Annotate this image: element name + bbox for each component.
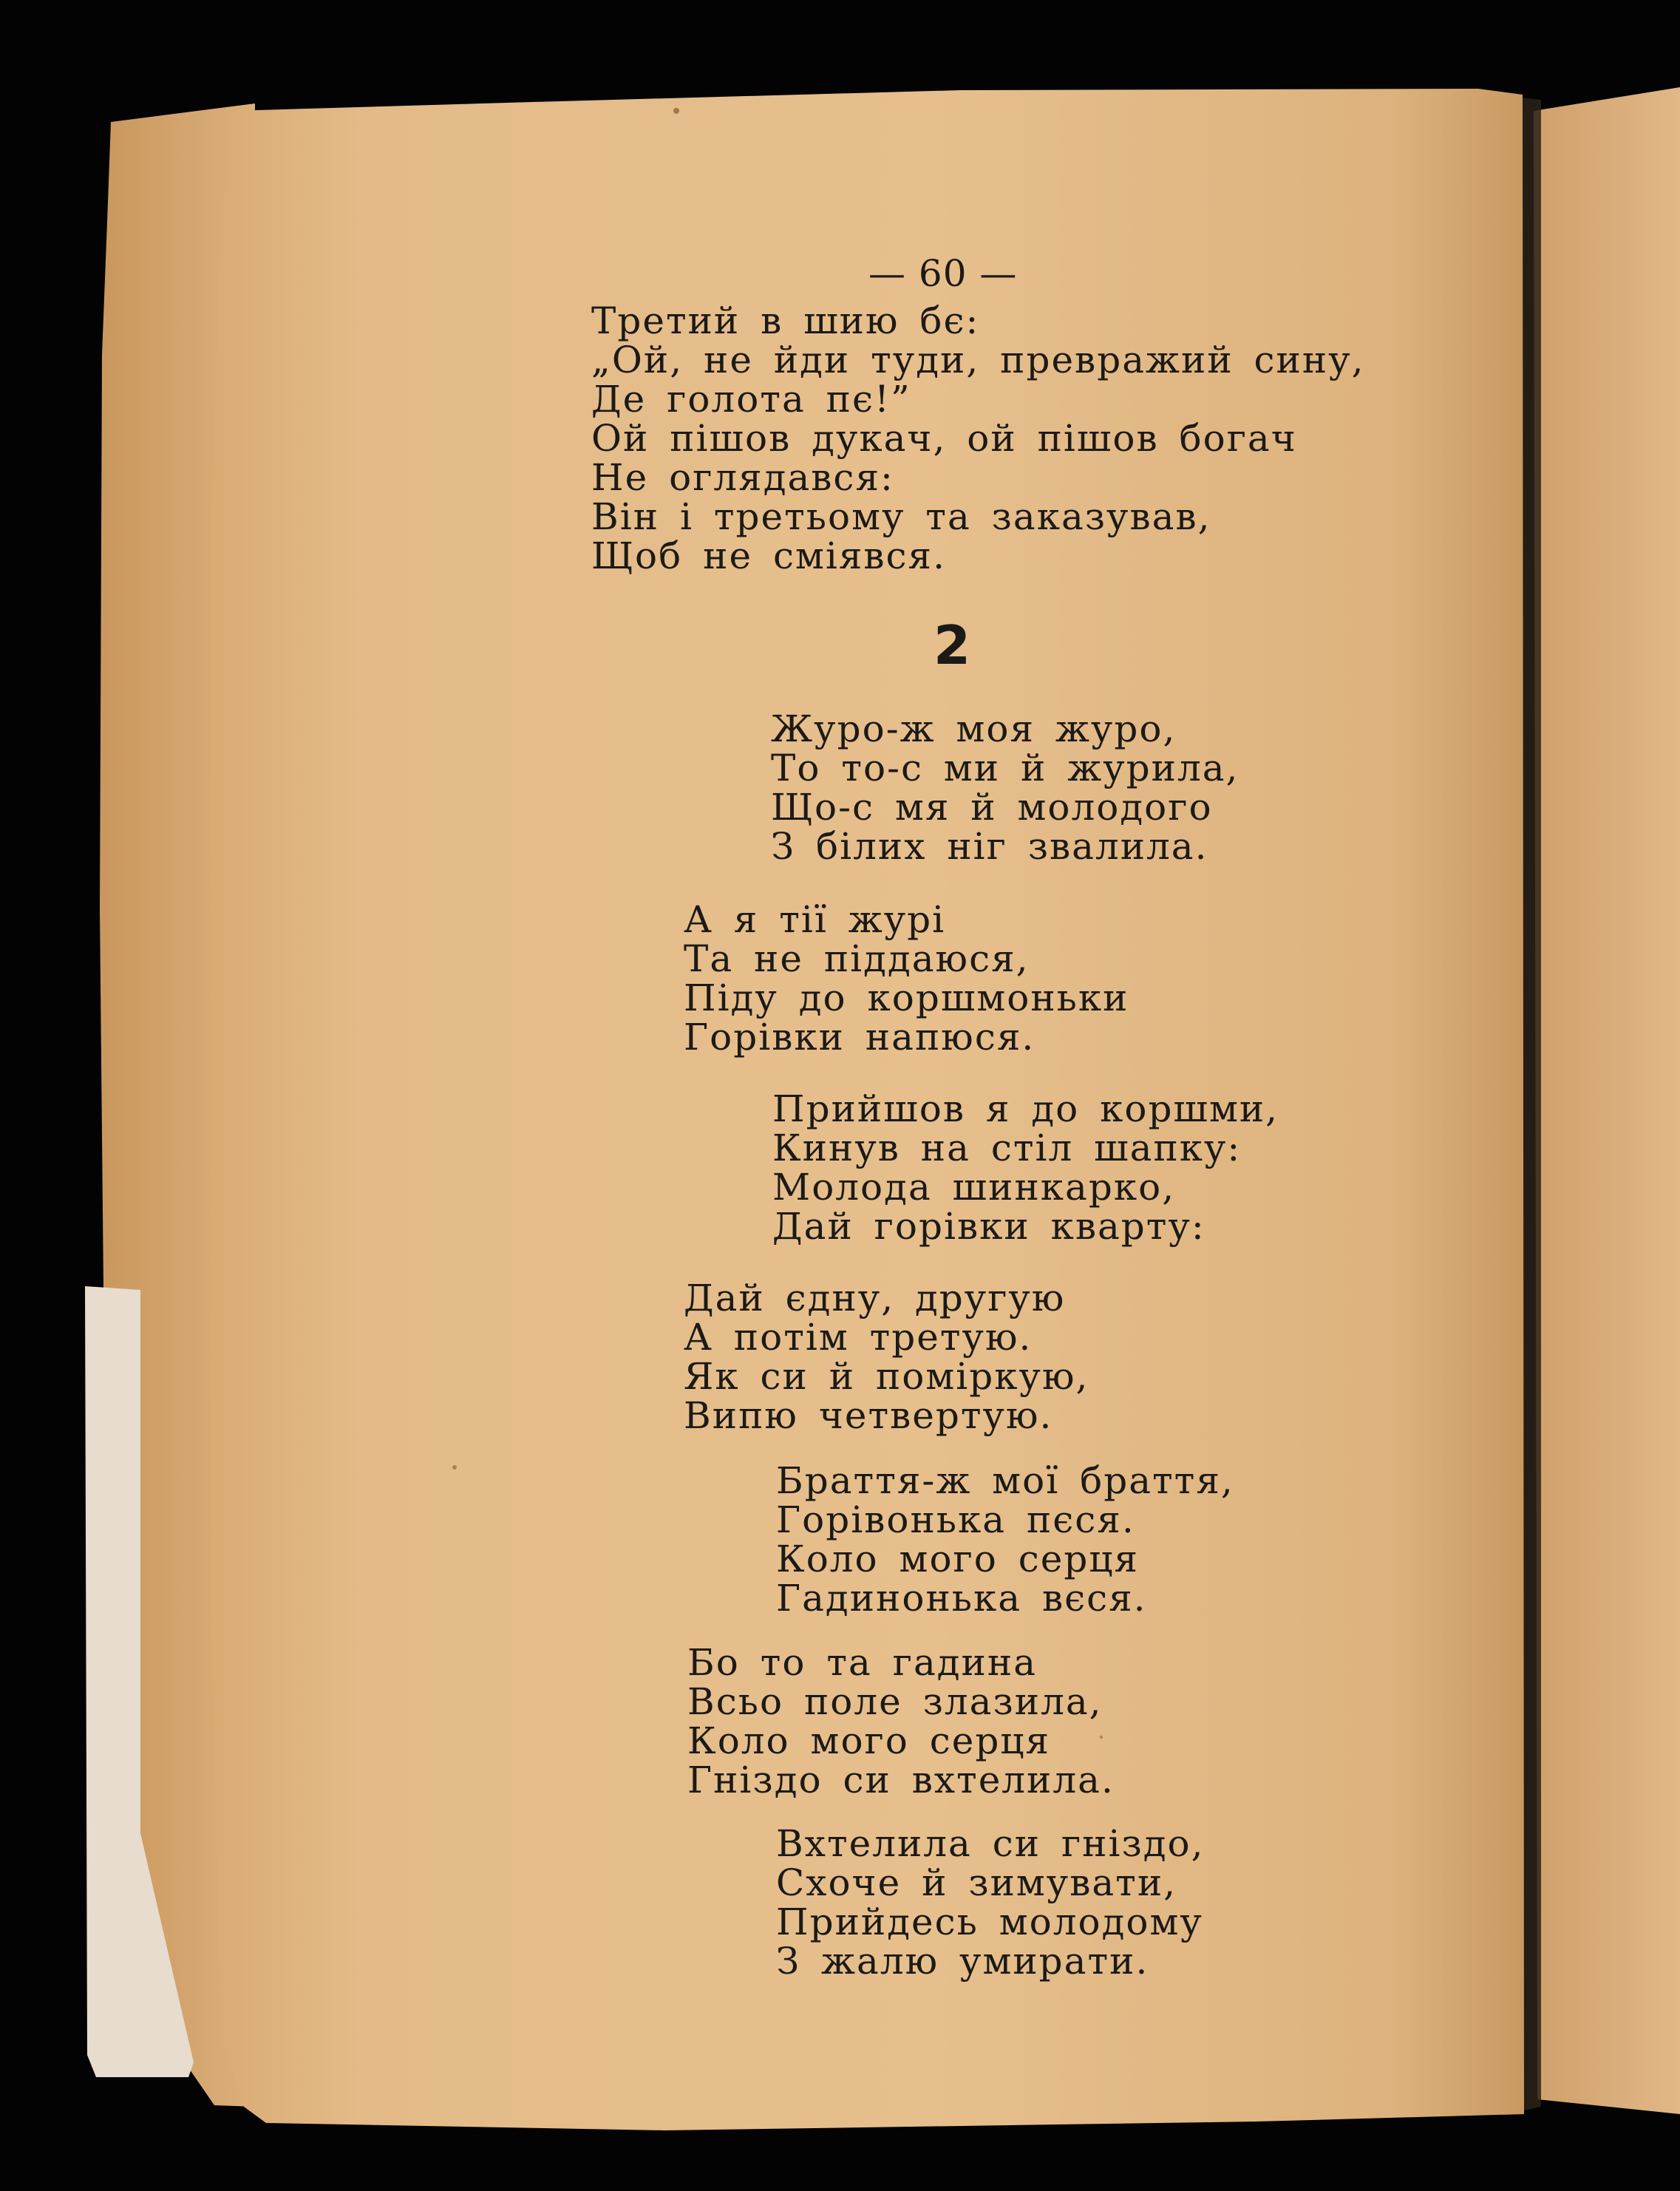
verse-line: Горівонька пєся. bbox=[776, 1498, 1135, 1541]
verse-line: Браття-ж мої браття, bbox=[776, 1459, 1234, 1502]
verse-line: Молода шинкарко, bbox=[772, 1166, 1176, 1209]
verse-line: З білих ніг звалила. bbox=[771, 825, 1208, 868]
verse-line: Гніздо си вхтелила. bbox=[687, 1759, 1115, 1801]
verse-line: Бо то та гадина bbox=[687, 1641, 1038, 1684]
stanza-1 bbox=[771, 707, 1239, 868]
verse-line: З жалю умирати. bbox=[776, 1940, 1149, 1983]
verse-line: То то-с ми й журила, bbox=[771, 747, 1239, 789]
verse-line: Всьо поле злазила, bbox=[687, 1680, 1103, 1723]
verse-line: Гадинонька вєся. bbox=[776, 1577, 1147, 1620]
verse-line: Третий в шию бє: bbox=[591, 299, 980, 342]
stanza-4 bbox=[684, 1279, 1089, 1436]
page-number: — 60 — bbox=[868, 252, 1018, 295]
stanza-7 bbox=[776, 1824, 1205, 1981]
verse-line: Не оглядався: bbox=[591, 456, 894, 499]
stanza-6 bbox=[687, 1643, 1115, 1800]
stanza-5 bbox=[776, 1461, 1234, 1618]
verse-line: Він і третьому та заказував, bbox=[591, 495, 1211, 538]
verse-line: Ой пішов дукач, ой пішов богач bbox=[591, 417, 1297, 460]
verse-line: А потім третую. bbox=[684, 1316, 1033, 1359]
verse-line: Що-с мя й молодого bbox=[771, 786, 1213, 829]
verse-line: Щоб не сміявся. bbox=[591, 534, 946, 577]
verse-line: Піду до коршмоньки bbox=[684, 976, 1129, 1019]
verse-line: Де голота пє!” bbox=[591, 378, 911, 421]
verse-line: Дай єдну, другую bbox=[684, 1277, 1066, 1319]
verse-line: Як си й поміркую, bbox=[684, 1355, 1089, 1398]
verse-line: Дай горівки кварту: bbox=[772, 1205, 1205, 1248]
verse-line: Коло мого серця bbox=[687, 1719, 1051, 1762]
verse-line: Випю четвертую. bbox=[684, 1394, 1053, 1437]
verse-line: Коло мого серця bbox=[776, 1538, 1140, 1580]
verse-line: Схоче й зимувати, bbox=[776, 1861, 1177, 1904]
verse-line: Та не піддаюся, bbox=[684, 937, 1030, 980]
verse-line: „Ой, не йди туди, превражий сину, bbox=[591, 339, 1365, 381]
verse-line: А я тії журі bbox=[684, 898, 946, 941]
verse-line: Горівки напюся. bbox=[684, 1016, 1035, 1059]
stanza-3 bbox=[772, 1087, 1279, 1248]
verse-line: Кинув на стіл шапку: bbox=[772, 1127, 1242, 1169]
poem-number: 2 bbox=[933, 614, 971, 676]
poem-continuation bbox=[591, 299, 1365, 577]
stanza-2 bbox=[684, 900, 1129, 1057]
verse-line: Прийдесь молодому bbox=[776, 1900, 1203, 1943]
verse-line: Прийшов я до коршми, bbox=[772, 1087, 1279, 1130]
verse-line: Вхтелила си гніздо, bbox=[776, 1822, 1205, 1865]
verse-line: Журо-ж моя журо, bbox=[771, 707, 1177, 750]
